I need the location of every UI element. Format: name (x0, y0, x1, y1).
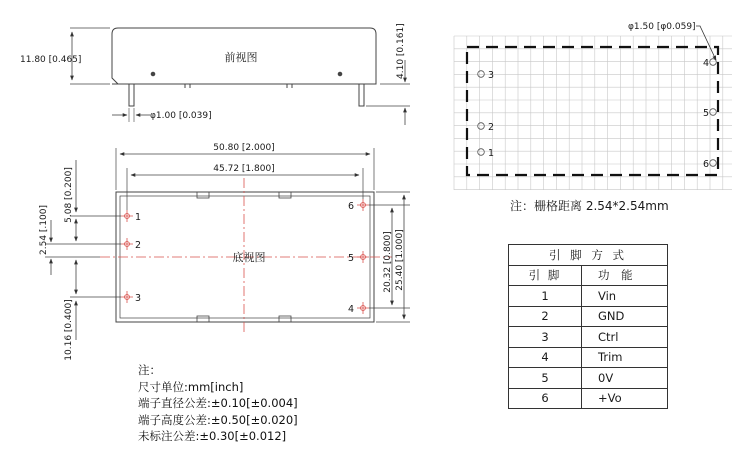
front-view-mark (151, 72, 155, 76)
grid-pin-label: 1 (488, 148, 495, 159)
bottom-pin-label: 1 (135, 212, 142, 223)
grid-view-outline (467, 47, 718, 175)
table-row (509, 306, 668, 327)
pin-number: 2 (509, 306, 582, 327)
grid-pin-1 (478, 149, 485, 156)
notes-line: 端子直径公差:±0.10[±0.004] (138, 396, 298, 410)
front-view-pin (129, 84, 134, 106)
front-view-mark (338, 72, 342, 76)
bottom-width-dim: 50.80 [2.000] (213, 143, 275, 153)
notes-line: 未标注公差:±0.30[±0.012] (138, 429, 287, 443)
grid-pin-2 (478, 123, 485, 130)
grid-pin-label: 4 (703, 58, 710, 69)
bottom-outer-height-dim: 25.40 [1.000] (395, 229, 405, 291)
notes-block (138, 362, 298, 445)
grid-pin-label: 5 (703, 108, 710, 119)
bottom-pin-label: 5 (348, 253, 355, 264)
grid-view (467, 26, 718, 175)
bottom-pin-label: 4 (348, 304, 355, 315)
grid-pin-dia-dim: φ1.50 [φ0.059] (628, 22, 696, 32)
pin-function: +Vo (582, 388, 668, 409)
table-row (509, 286, 668, 307)
grid-pin-label: 3 (488, 70, 495, 81)
pin-function: Ctrl (582, 327, 668, 348)
bottom-view-label: 底视图 (232, 251, 266, 264)
front-view-pin (359, 84, 364, 106)
front-height-dim: 11.80 [0.465] (20, 55, 82, 65)
front-pin-dia-dim: φ1.00 [0.039] (150, 111, 212, 121)
grid-pin-label: 6 (703, 159, 710, 170)
notes-title: 注： (138, 363, 161, 377)
table-row (509, 368, 668, 389)
pin-function: Vin (582, 286, 668, 307)
front-view-label: 前视图 (224, 51, 258, 64)
table-row (509, 327, 668, 348)
bottom-right-pitch-dim: 20.32 [0.800] (383, 231, 393, 293)
front-view (70, 28, 410, 125)
pin-function: GND (582, 306, 668, 327)
grid-pin-4 (710, 59, 717, 66)
grid-pin-6 (710, 160, 717, 167)
pin-number: 1 (509, 286, 582, 307)
bottom-pin-label: 3 (135, 293, 142, 304)
bottom-left-top-dim: 5.08 [0.200] (64, 167, 74, 223)
pin-function: Trim (582, 347, 668, 368)
table-row (509, 388, 668, 409)
pin-table-header-function: 功 能 (582, 265, 668, 286)
bottom-pin-span-dim: 45.72 [1.800] (213, 164, 275, 174)
bottom-pin-label: 6 (348, 201, 355, 212)
pin-function-table (508, 244, 668, 409)
table-row (509, 347, 668, 368)
bottom-left-pitch-dim: 2.54 [.100] (39, 205, 49, 255)
bottom-pin-label: 2 (135, 240, 142, 251)
pin-table-title: 引 脚 方 式 (509, 245, 668, 266)
pin-number: 6 (509, 388, 582, 409)
grid-view-grid (454, 36, 732, 190)
front-pin-length-dim: 4.10 [0.161] (396, 23, 406, 79)
pin-number: 5 (509, 368, 582, 389)
notes-line: 尺寸单位:mm[inch] (138, 379, 244, 394)
pin-number: 4 (509, 347, 582, 368)
pin-function: 0V (582, 368, 668, 389)
grid-pin-5 (710, 109, 717, 116)
pin-table-header-pin: 引 脚 (509, 265, 582, 286)
bottom-view (45, 148, 410, 340)
grid-caption: 注：栅格距离 2.54*2.54mm (510, 199, 669, 213)
pin-number: 3 (509, 327, 582, 348)
grid-pin-label: 2 (488, 122, 495, 133)
notes-line: 端子高度公差:±0.50[±0.020] (138, 412, 298, 427)
bottom-left-bottom-dim: 10.16 [0.400] (64, 299, 74, 361)
grid-pin-3 (478, 71, 485, 78)
